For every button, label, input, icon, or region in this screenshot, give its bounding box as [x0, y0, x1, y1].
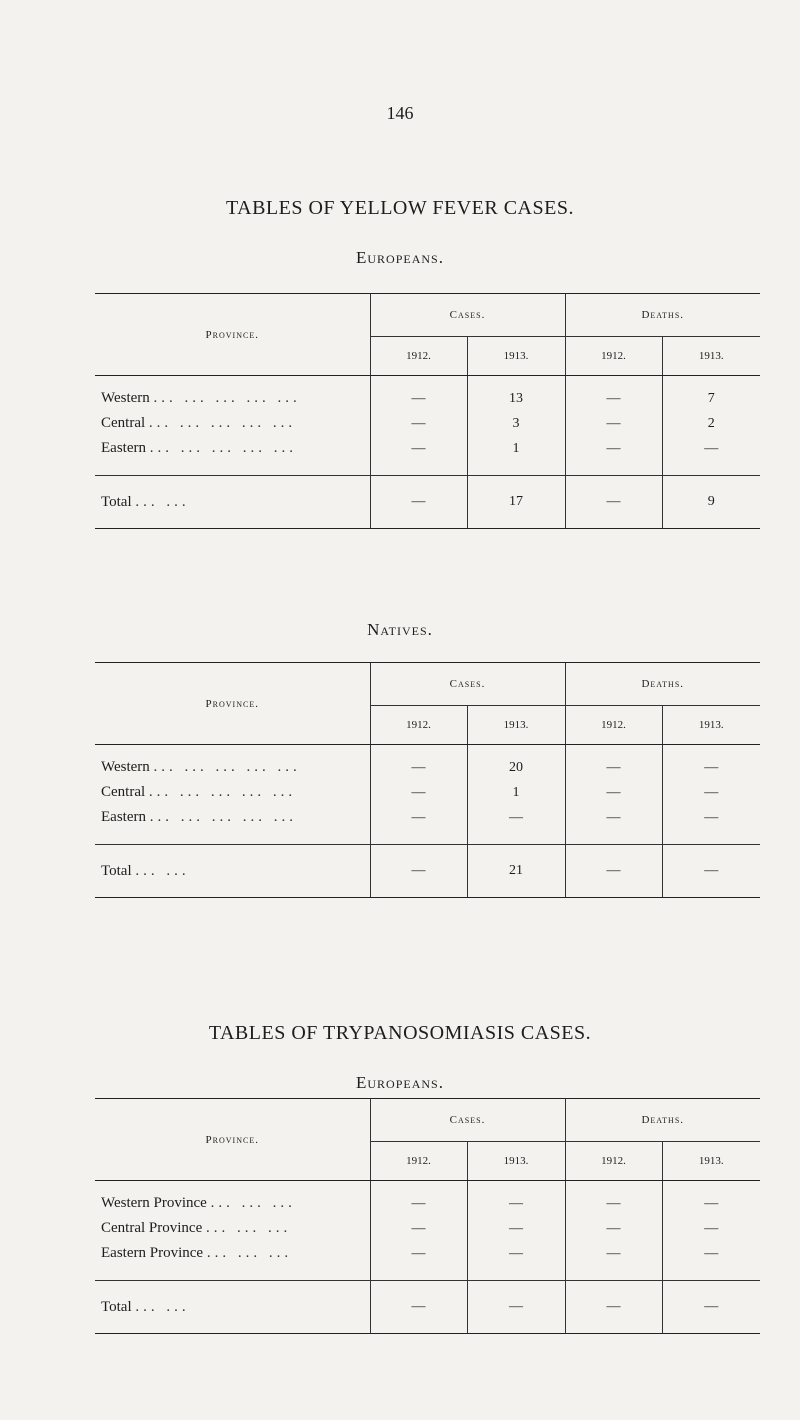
table-cell: —: [467, 1241, 565, 1266]
yellow-fever-section-title: TABLES OF YELLOW FEVER CASES.: [226, 197, 574, 219]
page-number: 146: [386, 103, 414, 123]
trypanosomiasis-europeans-title: Europeans.: [356, 1073, 444, 1092]
deaths-header: Deaths.: [565, 294, 760, 337]
table-cell: —: [467, 805, 565, 830]
total-cell: —: [565, 476, 662, 529]
leader-dots: ... ...: [135, 862, 190, 879]
table-row: [95, 386, 760, 411]
year-header: 1912.: [370, 706, 467, 745]
table-cell: 2: [662, 411, 760, 436]
table-cell: —: [370, 805, 467, 830]
year-header: 1913.: [662, 1142, 760, 1181]
table-cell: —: [662, 1191, 760, 1216]
province-label: Western: [101, 390, 150, 406]
total-cell: —: [662, 845, 760, 898]
province-header: Province.: [95, 663, 370, 745]
total-label: Total: [101, 862, 132, 879]
table-cell: —: [565, 1216, 662, 1241]
table-cell: —: [370, 386, 467, 411]
table-cell: —: [565, 755, 662, 780]
table-cell: 1: [467, 436, 565, 461]
year-header: 1913.: [662, 337, 760, 376]
total-cell: —: [565, 845, 662, 898]
table-cell: —: [370, 1241, 467, 1266]
table-cell: —: [565, 411, 662, 436]
leader-dots: ... ... ...: [210, 1195, 296, 1211]
total-cell: —: [662, 1281, 760, 1334]
province-label: Central Province: [101, 1220, 203, 1236]
total-label: Total: [101, 1298, 132, 1315]
table-cell: —: [467, 1216, 565, 1241]
total-cell: —: [565, 1281, 662, 1334]
total-cell: —: [370, 476, 467, 529]
province-label: Western: [101, 759, 150, 775]
table-row: [95, 805, 760, 830]
province-label: Eastern Province: [101, 1245, 204, 1261]
leader-dots: ... ... ... ... ...: [153, 390, 301, 406]
table-cell: —: [662, 755, 760, 780]
yellow-fever-natives-title: Natives.: [367, 620, 433, 639]
province-label: Western Province: [101, 1195, 207, 1211]
leader-dots: ... ... ... ... ...: [149, 440, 297, 456]
table-cell: —: [565, 386, 662, 411]
yellow-fever-natives-table: [95, 662, 760, 898]
total-cell: —: [370, 1281, 467, 1334]
table-row: [95, 411, 760, 436]
cases-header: Cases.: [370, 1099, 565, 1142]
total-row: [95, 1281, 760, 1334]
total-cell: —: [370, 845, 467, 898]
deaths-header: Deaths.: [565, 1099, 760, 1142]
leader-dots: ... ... ... ... ...: [148, 784, 297, 800]
table-row: [95, 1216, 760, 1241]
year-header: 1913.: [662, 706, 760, 745]
year-header: 1913.: [467, 706, 565, 745]
deaths-header: Deaths.: [565, 663, 760, 706]
table-cell: —: [370, 1191, 467, 1216]
table-row: [95, 436, 760, 461]
table-cell: —: [370, 411, 467, 436]
leader-dots: ... ... ...: [205, 1220, 292, 1236]
leader-dots: ... ...: [135, 1298, 190, 1315]
table-cell: —: [662, 805, 760, 830]
table-cell: —: [370, 1216, 467, 1241]
province-label: Eastern: [101, 809, 146, 825]
table-cell: —: [565, 436, 662, 461]
province-header: Province.: [95, 294, 370, 376]
table-cell: —: [565, 805, 662, 830]
table-row: [95, 780, 760, 805]
yellow-fever-europeans-title: Europeans.: [356, 248, 444, 267]
table-cell: 13: [467, 386, 565, 411]
year-header: 1912.: [565, 1142, 662, 1181]
province-header: Province.: [95, 1099, 370, 1181]
province-label: Eastern: [101, 440, 146, 456]
province-label: Central: [101, 784, 146, 800]
table-row: [95, 755, 760, 780]
table-row: [95, 1241, 760, 1266]
year-header: 1912.: [370, 1142, 467, 1181]
table-cell: 3: [467, 411, 565, 436]
table-row: [95, 1191, 760, 1216]
year-header: 1912.: [565, 706, 662, 745]
table-cell: 1: [467, 780, 565, 805]
year-header: 1912.: [370, 337, 467, 376]
yellow-fever-europeans-table: [95, 293, 760, 529]
table-cell: —: [467, 1191, 565, 1216]
cases-header: Cases.: [370, 294, 565, 337]
table-cell: —: [565, 1241, 662, 1266]
total-row: [95, 476, 760, 529]
table-cell: —: [662, 436, 760, 461]
province-label: Central: [101, 415, 146, 431]
table-cell: —: [565, 780, 662, 805]
table-cell: 20: [467, 755, 565, 780]
table-cell: —: [370, 780, 467, 805]
total-cell: 17: [467, 476, 565, 529]
leader-dots: ... ...: [135, 493, 190, 510]
leader-dots: ... ... ...: [206, 1245, 293, 1261]
leader-dots: ... ... ... ... ...: [153, 759, 301, 775]
year-header: 1913.: [467, 337, 565, 376]
total-cell: 9: [662, 476, 760, 529]
table-cell: —: [565, 1191, 662, 1216]
total-label: Total: [101, 493, 132, 510]
year-header: 1913.: [467, 1142, 565, 1181]
total-row: [95, 845, 760, 898]
leader-dots: ... ... ... ... ...: [148, 415, 297, 431]
leader-dots: ... ... ... ... ...: [149, 809, 297, 825]
table-cell: —: [662, 780, 760, 805]
cases-header: Cases.: [370, 663, 565, 706]
table-cell: —: [370, 755, 467, 780]
total-cell: 21: [467, 845, 565, 898]
table-cell: —: [370, 436, 467, 461]
trypanosomiasis-section-title: TABLES OF TRYPANOSOMIASIS CASES.: [208, 1022, 592, 1044]
trypanosomiasis-europeans-table: [95, 1098, 760, 1334]
table-cell: —: [662, 1216, 760, 1241]
year-header: 1912.: [565, 337, 662, 376]
table-cell: —: [662, 1241, 760, 1266]
total-cell: —: [467, 1281, 565, 1334]
table-cell: 7: [662, 386, 760, 411]
